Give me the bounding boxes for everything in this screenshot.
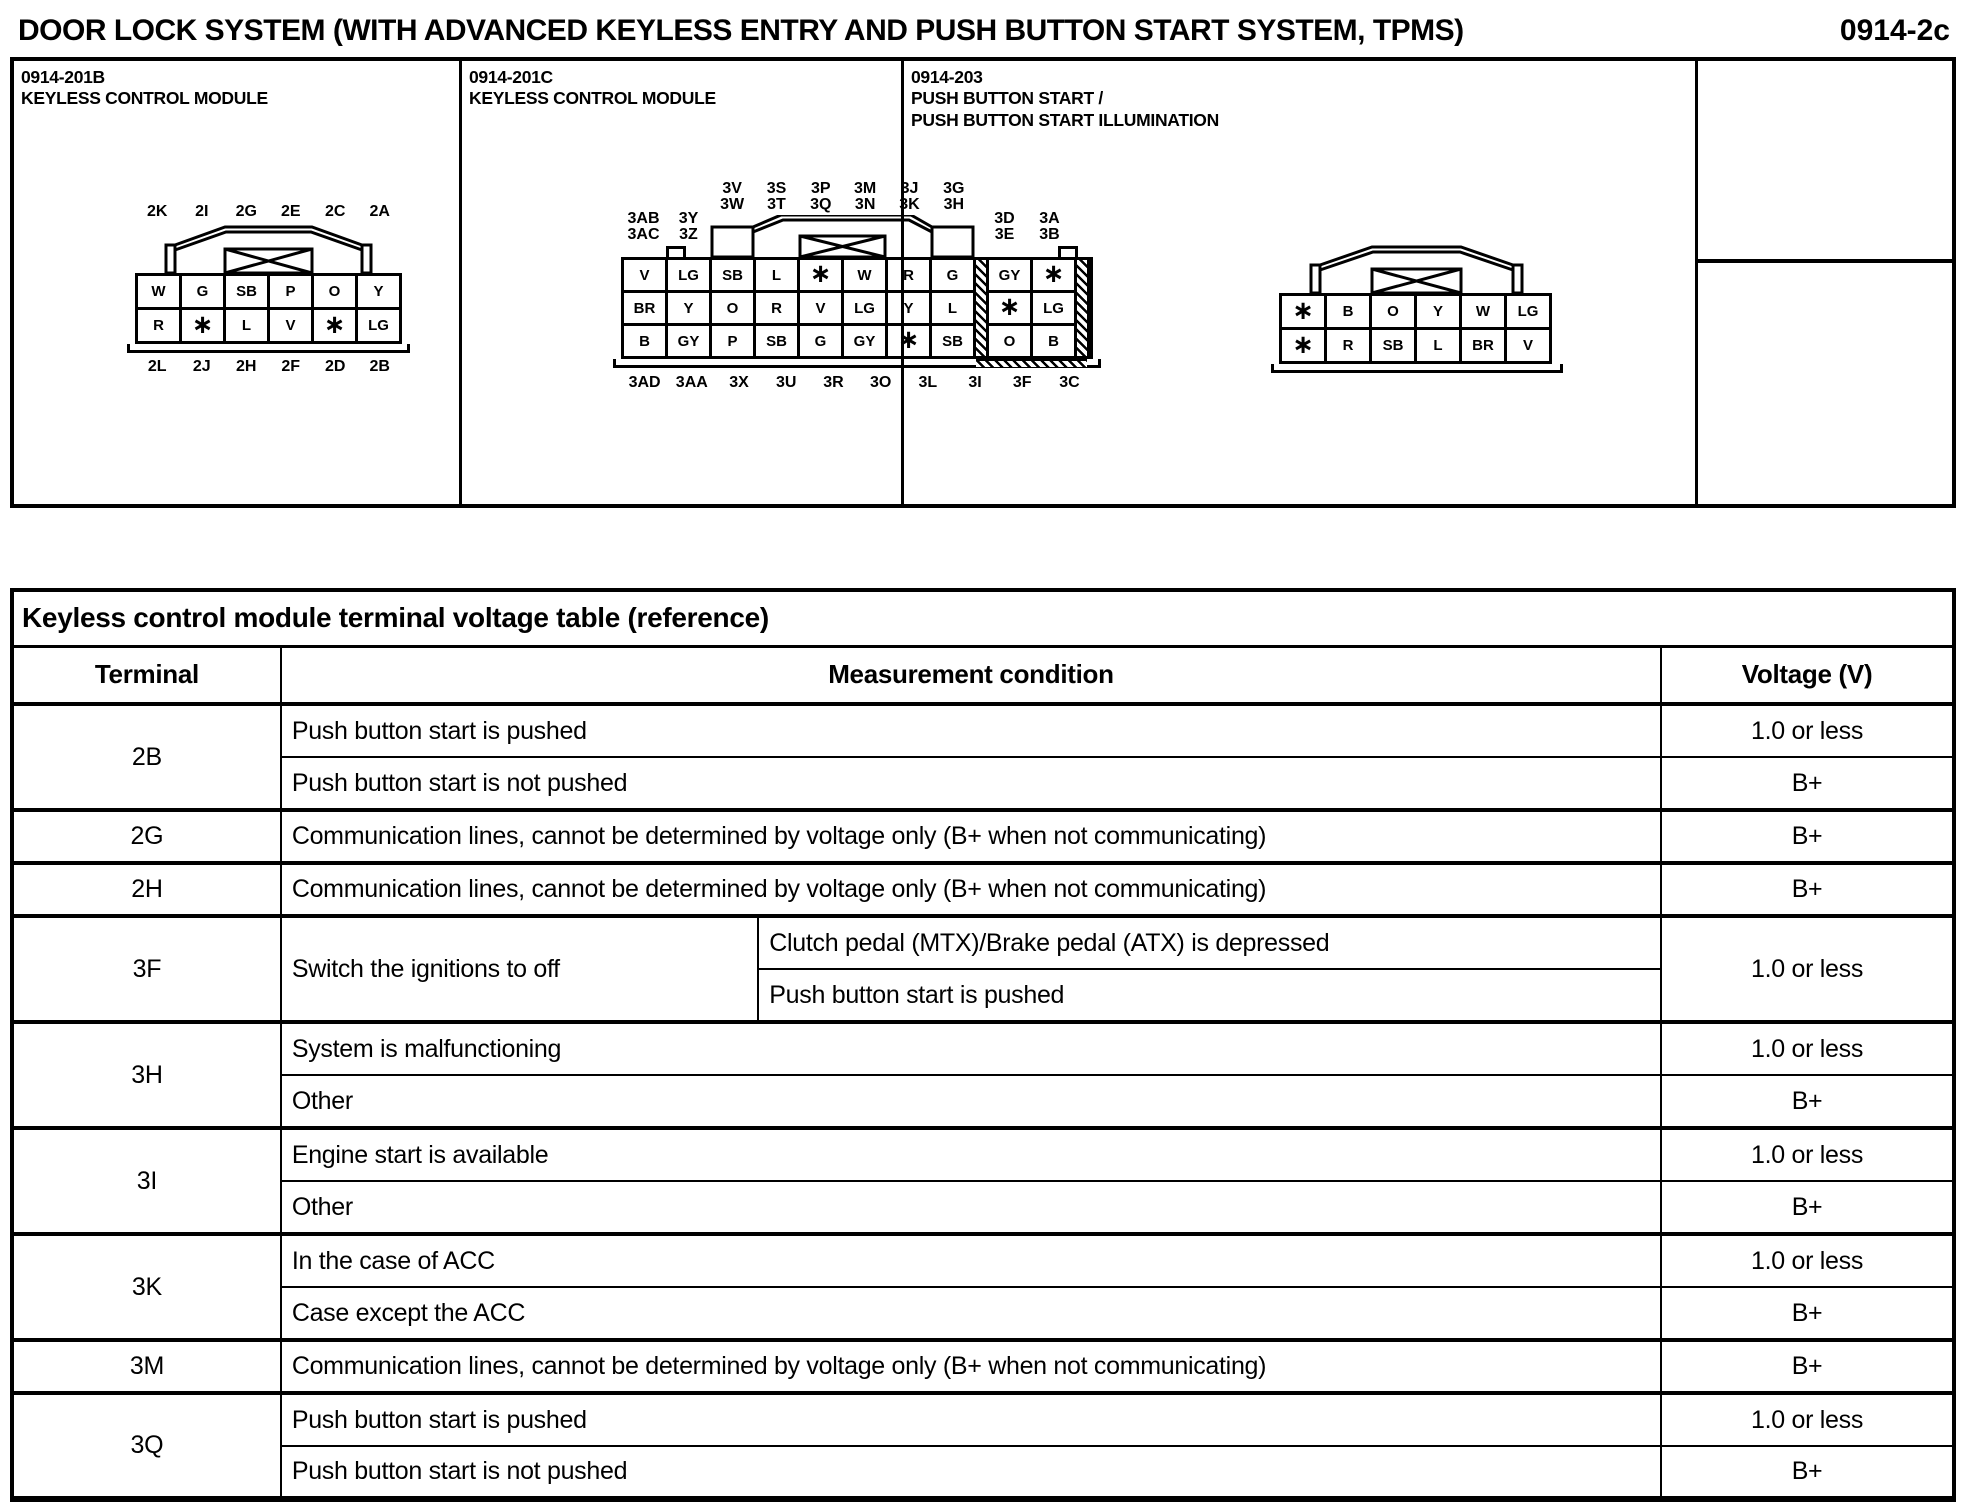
pin-label: 3G (943, 180, 965, 197)
voltage-cell: B+ (1661, 863, 1954, 916)
pin-cell: L (1417, 330, 1459, 361)
pin-label: 3P (811, 180, 831, 197)
pin-cell: ∗ (888, 326, 929, 356)
pin-cell: ∗ (800, 260, 841, 290)
col-header-voltage: Voltage (V) (1661, 646, 1954, 704)
pin-cell: ∗ (182, 310, 223, 341)
pin-label: 3I (968, 374, 982, 391)
connector-base (127, 344, 410, 353)
pin-cell: R (756, 293, 797, 323)
pin-cell: G (800, 326, 841, 356)
title-bar (10, 0, 1956, 57)
voltage-cell: 1.0 or less (1661, 1234, 1954, 1287)
table-row (12, 1287, 1954, 1340)
voltage-cell: B+ (1661, 1181, 1954, 1234)
voltage-table (10, 588, 1956, 1502)
pin-label: 3K (899, 195, 920, 213)
pin-label: 2G (235, 203, 257, 220)
pin-label: 3E (994, 225, 1015, 243)
pin-cell: O (1372, 296, 1414, 327)
pin-cell: LG (358, 310, 399, 341)
condition-cell: Push button start is pushed (281, 1393, 1661, 1446)
condition-cell: System is malfunctioning (281, 1022, 1661, 1075)
voltage-cell: 1.0 or less (1661, 704, 1954, 757)
sub-condition-cell: Clutch pedal (MTX)/Brake pedal (ATX) is depressed (758, 916, 1661, 969)
pin-cell: SB (1372, 330, 1414, 361)
table-row (12, 1128, 1954, 1181)
terminal-cell: 3F (12, 916, 281, 1022)
condition-cell: Communication lines, cannot be determined by voltage only (B+ when not communicating) (281, 810, 1661, 863)
connector-drawing-203 (1279, 243, 1555, 373)
pin-cell: Y (1417, 296, 1459, 327)
connector-hood (135, 223, 402, 273)
pin-cell: ∗ (314, 310, 355, 341)
pin-cell: R (138, 310, 179, 341)
pin-label: 2F (281, 358, 301, 375)
condition-cell: Push button start is not pushed (281, 757, 1661, 810)
pin-cell: G (182, 276, 223, 307)
terminal-cell: 3I (12, 1128, 281, 1234)
pin-cell: GY (668, 326, 709, 356)
table-row (12, 757, 1954, 810)
condition-cell: Communication lines, cannot be determined by voltage only (B+ when not communicating) (281, 1340, 1661, 1393)
voltage-cell: B+ (1661, 1446, 1954, 1499)
connector-drawing-201B (135, 201, 402, 378)
table-row (12, 1340, 1954, 1393)
terminal-cell: 3M (12, 1340, 281, 1393)
voltage-cell: 1.0 or less (1661, 1022, 1954, 1075)
connector-base (1271, 364, 1563, 373)
pin-label: 3N (854, 195, 876, 213)
table-row (12, 1393, 1954, 1446)
pin-label: 3U (775, 374, 797, 391)
pin-cell: GY (844, 326, 885, 356)
pin-label: 3D (994, 210, 1015, 227)
pin-grid (1279, 293, 1552, 364)
panel-header (904, 61, 1695, 131)
pin-label: 3X (729, 374, 749, 391)
page-reference: 0914-2c (1839, 14, 1950, 47)
pin-cell: LG (1507, 296, 1549, 327)
pin-label: 3S (766, 180, 787, 197)
pin-label: 3W (720, 195, 745, 213)
voltage-cell: B+ (1661, 1340, 1954, 1393)
pin-cell: LG (844, 293, 885, 323)
table-row (12, 916, 1954, 969)
pin-label: 3Y (678, 210, 699, 227)
terminal-cell: 2B (12, 704, 281, 810)
pin-cell: L (226, 310, 267, 341)
pin-cell: GY (989, 260, 1030, 290)
voltage-cell: B+ (1661, 757, 1954, 810)
pin-labels-top (135, 201, 402, 223)
pin-label: 2J (192, 358, 211, 375)
pin-grid (135, 273, 402, 344)
empty-cell-top (1698, 61, 1952, 263)
pin-label: 3Z (679, 225, 698, 243)
pin-cell: W (138, 276, 179, 307)
pin-cell: O (712, 293, 753, 323)
condition-cell: Other (281, 1075, 1661, 1128)
connector-diagram-box (10, 57, 1956, 508)
voltage-cell: B+ (1661, 1287, 1954, 1340)
pin-label: 3AD (628, 374, 661, 391)
pin-cell: SB (932, 326, 973, 356)
pin-label: 3M (854, 180, 877, 197)
table-row (12, 1075, 1954, 1128)
condition-cell: Engine start is available (281, 1128, 1661, 1181)
table-header-row (12, 646, 1954, 704)
pin-cell: P (270, 276, 311, 307)
terminal-cell: 3K (12, 1234, 281, 1340)
connector-name-line1: PUSH BUTTON START / (911, 88, 1103, 109)
table-row (12, 704, 1954, 757)
pin-label: 2H (236, 358, 257, 375)
pin-label: 3F (1012, 374, 1032, 391)
pin-label: 3C (1059, 374, 1080, 391)
pin-label: 3R (823, 374, 844, 391)
condition-cell: Push button start is not pushed (281, 1446, 1661, 1499)
voltage-cell: 1.0 or less (1661, 916, 1954, 1022)
voltage-cell: B+ (1661, 810, 1954, 863)
panel-0914-203 (901, 61, 1695, 504)
pin-label: 3A (1039, 210, 1060, 227)
voltage-cell: 1.0 or less (1661, 1393, 1954, 1446)
terminal-cell: 3Q (12, 1393, 281, 1499)
pin-cell: W (844, 260, 885, 290)
pin-cell: O (314, 276, 355, 307)
pin-cell: W (1462, 296, 1504, 327)
pin-cell: P (712, 326, 753, 356)
pin-cell: SB (756, 326, 797, 356)
pin-cell: L (932, 293, 973, 323)
pin-cell: SB (712, 260, 753, 290)
table-row (12, 863, 1954, 916)
condition-main-cell: Switch the ignitions to off (281, 916, 758, 1022)
pin-label: 3V (722, 180, 742, 197)
pin-cell: BR (624, 293, 665, 323)
pin-cell: Y (358, 276, 399, 307)
table-row (12, 1234, 1954, 1287)
pin-label-pair (843, 181, 887, 212)
condition-cell: Push button start is pushed (281, 704, 1661, 757)
pin-cell: L (756, 260, 797, 290)
pin-label: 3O (869, 374, 892, 391)
pin-cell: B (1327, 296, 1369, 327)
pin-cell: R (1327, 330, 1369, 361)
pin-label: 3H (943, 195, 965, 213)
condition-cell: Communication lines, cannot be determined by voltage only (B+ when not communicating) (281, 863, 1661, 916)
terminal-cell: 3H (12, 1022, 281, 1128)
pin-cell: ∗ (989, 293, 1030, 323)
voltage-cell: 1.0 or less (1661, 1128, 1954, 1181)
voltage-cell: B+ (1661, 1075, 1954, 1128)
panel-header (14, 61, 459, 110)
pin-cell: ∗ (1033, 260, 1074, 290)
pin-label: 3T (767, 195, 786, 213)
condition-cell: Other (281, 1181, 1661, 1234)
connector-name-line2: PUSH BUTTON START ILLUMINATION (911, 109, 1219, 130)
connector-code: 0914-201B (21, 67, 105, 87)
pin-cell: B (1033, 326, 1074, 356)
pin-label: 3B (1039, 225, 1060, 243)
pin-label-pair (710, 181, 754, 212)
connector-hood (1279, 243, 1555, 293)
pin-label: 2I (195, 203, 209, 220)
panel-0914-201B (14, 61, 459, 504)
table-row (12, 1181, 1954, 1234)
empty-cell-bottom (1698, 263, 1952, 504)
pin-cell: SB (226, 276, 267, 307)
pin-label-pair (799, 181, 843, 212)
pin-label: 2K (147, 203, 168, 220)
condition-cell: In the case of ACC (281, 1234, 1661, 1287)
pin-label: 2A (369, 203, 390, 220)
condition-cell: Case except the ACC (281, 1287, 1661, 1340)
pin-cell: V (1507, 330, 1549, 361)
pin-label: 2E (280, 203, 301, 220)
pin-label: 2L (147, 358, 167, 375)
pin-label-pair (754, 181, 798, 212)
pin-label: 2D (325, 358, 346, 375)
pin-label: 3J (900, 180, 919, 197)
table-title: Keyless control module terminal voltage table (reference) (12, 590, 1954, 646)
pin-label: 3AB (627, 210, 660, 227)
pin-cell: LG (668, 260, 709, 290)
pin-label: 3AA (675, 374, 708, 391)
pin-cell: ∗ (1282, 296, 1324, 327)
col-header-condition: Measurement condition (281, 646, 1661, 704)
pin-cell: LG (1033, 293, 1074, 323)
terminal-cell: 2G (12, 810, 281, 863)
table-row (12, 1022, 1954, 1075)
col-header-terminal: Terminal (12, 646, 281, 704)
pin-label: 2C (325, 203, 346, 220)
pin-label: 2B (369, 358, 390, 375)
pin-cell: B (624, 326, 665, 356)
connector-code: 0914-203 (911, 67, 983, 87)
pin-cell: Y (668, 293, 709, 323)
pin-cell: ∗ (1282, 330, 1324, 361)
pin-cell: V (624, 260, 665, 290)
panel-header (462, 61, 901, 110)
pin-cell: Y (888, 293, 929, 323)
connector-name: KEYLESS CONTROL MODULE (469, 88, 716, 109)
pin-cell: V (800, 293, 841, 323)
pin-cell: O (989, 326, 1030, 356)
connector-code: 0914-201C (469, 67, 553, 87)
pin-labels-bottom (135, 356, 402, 378)
page-title: DOOR LOCK SYSTEM (WITH ADVANCED KEYLESS ENTRY AND PUSH BUTTON START SYSTEM, TPMS) (18, 14, 1464, 47)
pin-cell: R (888, 260, 929, 290)
table-row (12, 1446, 1954, 1499)
pin-label: 3L (918, 374, 938, 391)
pin-label: 3AC (627, 225, 660, 243)
sub-condition-cell: Push button start is pushed (758, 969, 1661, 1022)
pin-cell: BR (1462, 330, 1504, 361)
connector-name: KEYLESS CONTROL MODULE (21, 88, 268, 109)
pin-cell: V (270, 310, 311, 341)
pin-label: 3Q (810, 195, 832, 213)
panel-empty (1695, 61, 1952, 504)
pin-cell: G (932, 260, 973, 290)
table-row (12, 810, 1954, 863)
terminal-cell: 2H (12, 863, 281, 916)
